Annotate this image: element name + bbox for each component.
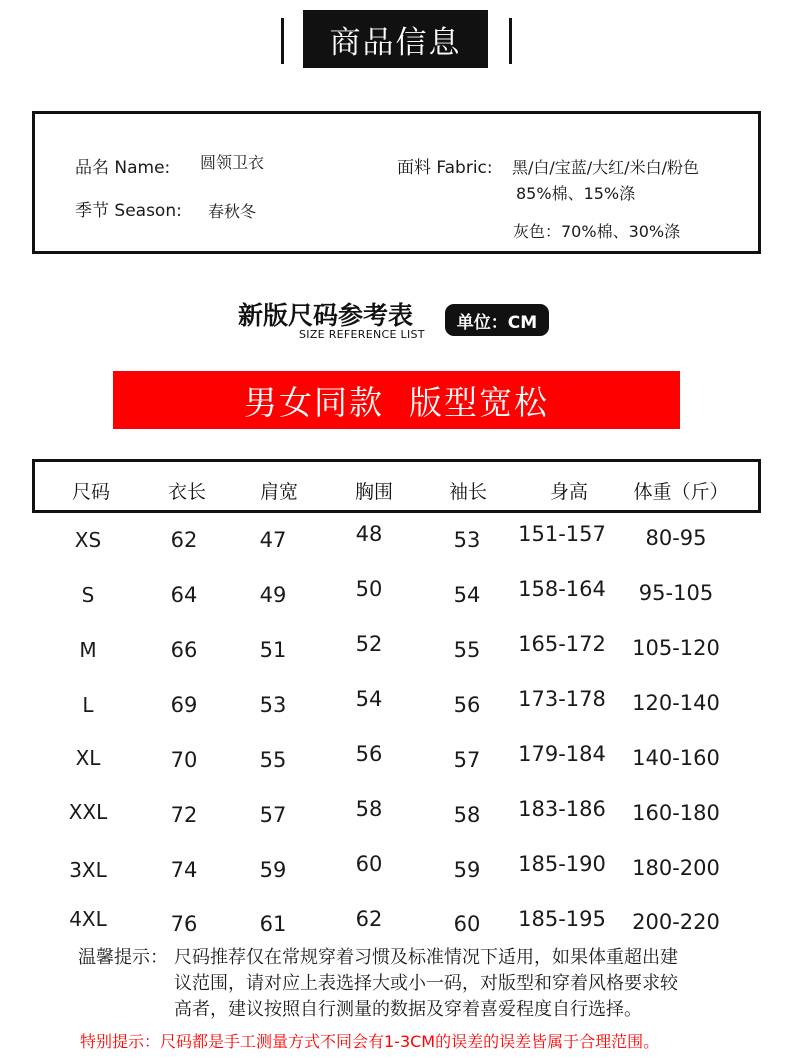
tip-line-3: 高者，建议按照自行测量的数据及穿着喜爱程度自行选择。 xyxy=(174,999,642,1020)
cell-shoulder: 51 xyxy=(259,638,287,662)
cell-weight: 95-105 xyxy=(638,581,714,605)
cell-shoulder: 59 xyxy=(259,858,287,882)
cell-weight: 180-200 xyxy=(632,856,720,880)
cell-sleeve: 56 xyxy=(453,693,481,717)
unit-badge: 单位：CM xyxy=(445,304,549,336)
tip-line-2: 议范围，请对应上表选择大或小一码，对版型和穿着风格要求较 xyxy=(174,973,678,994)
header-chest: 胸围 xyxy=(354,481,394,503)
cell-shoulder: 61 xyxy=(259,912,287,936)
cell-chest: 52 xyxy=(355,632,383,656)
size-reference-title: 新版尺码参考表 xyxy=(238,301,414,330)
cell-chest: 58 xyxy=(355,797,383,821)
size-reference-subtitle: SIZE REFERENCE LIST xyxy=(299,328,425,341)
cell-length: 64 xyxy=(170,583,198,607)
cell-sleeve: 60 xyxy=(453,912,481,936)
cell-size: XL xyxy=(75,746,101,770)
cell-shoulder: 47 xyxy=(259,528,287,552)
fabric-composition: 85%棉、15%涤 xyxy=(516,184,636,203)
cell-weight: 140-160 xyxy=(632,746,720,770)
cell-sleeve: 54 xyxy=(453,583,481,607)
cell-chest: 48 xyxy=(355,522,383,546)
header-size: 尺码 xyxy=(71,481,111,503)
cell-size: XXL xyxy=(68,800,108,824)
tip-label: 温馨提示： xyxy=(78,947,168,968)
header-height: 身高 xyxy=(549,481,589,503)
cell-length: 69 xyxy=(170,693,198,717)
cell-height: 158-164 xyxy=(518,577,606,601)
cell-sleeve: 59 xyxy=(453,858,481,882)
header-sleeve: 袖长 xyxy=(448,481,488,503)
cell-size: L xyxy=(82,693,94,717)
cell-length: 72 xyxy=(170,803,198,827)
cell-sleeve: 58 xyxy=(453,803,481,827)
fabric-colors: 黑/白/宝蓝/大红/米白/粉色 xyxy=(512,158,699,177)
cell-height: 183-186 xyxy=(518,797,606,821)
cell-chest: 60 xyxy=(355,852,383,876)
header-right-bar xyxy=(509,18,512,64)
name-label: 品名 Name: xyxy=(75,158,171,178)
fabric-label: 面料 Fabric: xyxy=(397,158,493,178)
special-note: 特别提示：尺码都是手工测量方式不同会有1-3CM的误差的误差皆属于合理范围。 xyxy=(80,1032,660,1051)
cell-shoulder: 53 xyxy=(259,693,287,717)
cell-weight: 105-120 xyxy=(632,636,720,660)
cell-height: 179-184 xyxy=(518,742,606,766)
cell-chest: 62 xyxy=(355,907,383,931)
cell-sleeve: 53 xyxy=(453,528,481,552)
cell-size: S xyxy=(81,583,95,607)
header-weight: 体重（斤） xyxy=(633,481,729,503)
tip-line-1: 尺码推荐仅在常规穿着习惯及标准情况下适用，如果体重超出建 xyxy=(174,947,678,968)
cell-size: 3XL xyxy=(69,858,107,882)
cell-sleeve: 57 xyxy=(453,748,481,772)
cell-chest: 56 xyxy=(355,742,383,766)
unisex-fit-banner: 男女同款 版型宽松 xyxy=(113,371,680,429)
cell-length: 74 xyxy=(170,858,198,882)
cell-size: M xyxy=(79,638,97,662)
name-value: 圆领卫衣 xyxy=(200,153,265,172)
season-label: 季节 Season: xyxy=(75,201,182,221)
cell-weight: 200-220 xyxy=(632,910,720,934)
cell-height: 185-195 xyxy=(518,907,606,931)
cell-height: 173-178 xyxy=(518,687,606,711)
header-length: 衣长 xyxy=(167,481,207,503)
header-shoulder: 肩宽 xyxy=(259,481,299,503)
cell-size: 4XL xyxy=(69,907,107,931)
cell-weight: 160-180 xyxy=(632,801,720,825)
cell-height: 151-157 xyxy=(518,522,606,546)
cell-weight: 80-95 xyxy=(645,526,707,550)
cell-height: 185-190 xyxy=(518,852,606,876)
cell-weight: 120-140 xyxy=(632,691,720,715)
cell-chest: 50 xyxy=(355,577,383,601)
season-value: 春秋冬 xyxy=(208,202,257,221)
cell-shoulder: 57 xyxy=(259,803,287,827)
page-title: 商品信息 xyxy=(303,10,488,68)
cell-size: XS xyxy=(74,528,102,552)
cell-length: 70 xyxy=(170,748,198,772)
cell-length: 62 xyxy=(170,528,198,552)
header-left-bar xyxy=(281,18,284,64)
cell-shoulder: 55 xyxy=(259,748,287,772)
cell-chest: 54 xyxy=(355,687,383,711)
cell-length: 76 xyxy=(170,912,198,936)
cell-height: 165-172 xyxy=(518,632,606,656)
cell-sleeve: 55 xyxy=(453,638,481,662)
gray-composition: 灰色：70%棉、30%涤 xyxy=(513,222,681,241)
cell-shoulder: 49 xyxy=(259,583,287,607)
size-table-header xyxy=(32,459,761,513)
cell-length: 66 xyxy=(170,638,198,662)
